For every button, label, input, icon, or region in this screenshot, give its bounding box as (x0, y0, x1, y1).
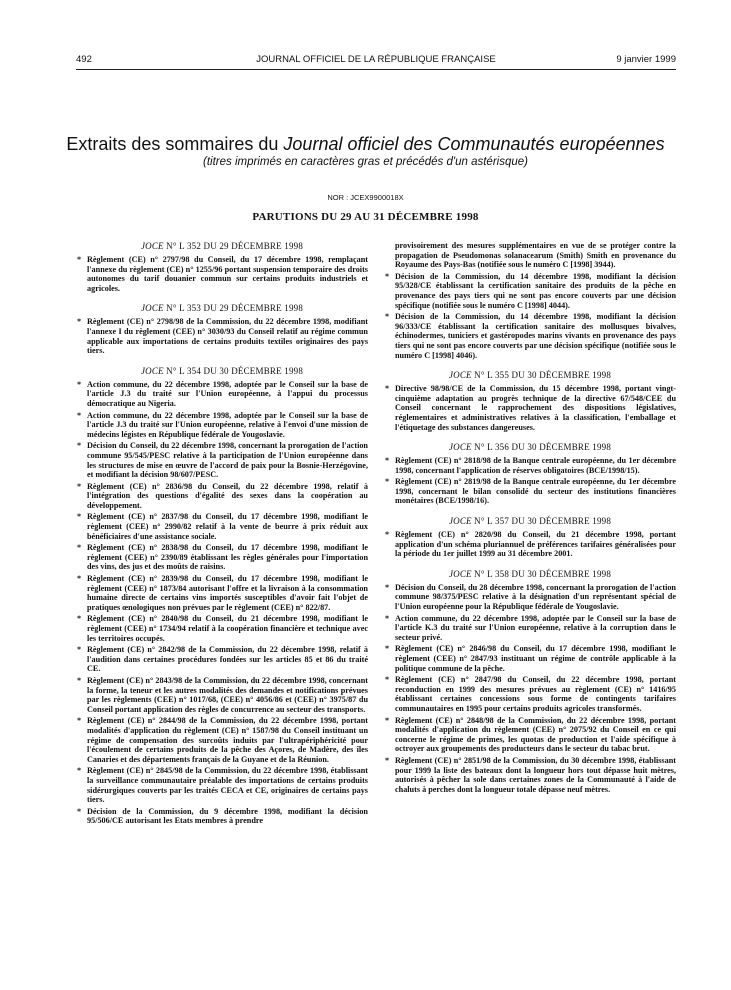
summary-item (384, 614, 676, 643)
section-heading (76, 366, 368, 376)
summary-item (76, 317, 368, 355)
summary-item (76, 574, 368, 612)
summary-item (76, 807, 368, 826)
summary-item (76, 645, 368, 674)
asterisk-bullet: * (77, 675, 82, 685)
summary-item (76, 255, 368, 293)
section-gap (384, 434, 676, 442)
item-text: Décision du Conseil, du 28 décembre 1998, concernant la prorogation de l'action commune 98/375/PESC relative à la désignation d'un représentant spécial de l'Union européenne pour la République fédérale de Yougoslavie. (395, 582, 676, 612)
asterisk-bullet: * (77, 543, 82, 553)
right-column (384, 241, 676, 796)
asterisk-bullet: * (385, 312, 390, 322)
page-subtitle: (titres imprimés en caractères gras et précédés d'un astérisque) (203, 156, 528, 168)
item-text: Règlement (CE) n° 2843/98 de la Commission, du 22 décembre 1998, concernant la forme, la teneur et les autres modalités des demandes et notifications prévues par les règlements (CEE) n° 1017/68, (CEE) n° 4056/86 et (CEE) n° 3975/87 du Conseil portant application des règles de concurrence au secteur des transports. (87, 675, 368, 714)
summary-item (76, 614, 368, 643)
section-label: N° L 358 DU 30 DÉCEMBRE 1998 (471, 568, 612, 579)
continuation-text: provisoirement des mesures supplémentaires en vue de se protéger contre la propagation de Pseudomonas solanacearum (Smith) Smith en provenance du Royaume des Pays-Bas (notifiée sous le numéro C [1998] 3944). (395, 241, 676, 270)
asterisk-bullet: * (77, 614, 82, 624)
item-text: Règlement (CE) n° 2846/98 du Conseil, du 17 décembre 1998, modifiant le règlement (CEE) n° 2847/93 instituant un régime de contrôle applicable à la politique commune de la pêche. (395, 644, 676, 673)
asterisk-bullet: * (77, 766, 82, 776)
asterisk-bullet: * (77, 574, 82, 584)
nor-reference: NOR : JCEX9900018X (327, 193, 404, 202)
asterisk-bullet: * (385, 582, 390, 592)
asterisk-bullet: * (385, 613, 390, 623)
page-title (0, 134, 731, 155)
section-heading (384, 569, 676, 579)
section-heading (384, 442, 676, 452)
item-text: Action commune, du 22 décembre 1998, adoptée par le Conseil sur la base de l'article K.3 du traité sur l'Union européenne, relative à la corruption dans le secteur privé. (395, 613, 676, 642)
item-text: Règlement (CE) n° 2819/98 de la Banque centrale européenne, du 1er décembre 1998, concernant le bilan consolidé du secteur des institutions financières monétaires (BCE/1998/16). (395, 477, 676, 506)
page-number: 492 (76, 54, 92, 65)
item-text: Action commune, du 22 décembre 1998, adoptée par le Conseil sur la base de l'article J.3 du traité sur l'Union européenne, à l'appui du processus démocratique au Nigeria. (87, 379, 368, 408)
summary-item (76, 482, 368, 511)
section-label: N° L 354 DU 30 DÉCEMBRE 1998 (163, 365, 304, 376)
item-text: Règlement (CE) n° 2845/98 de la Commission, du 22 décembre 1998, établissant la surveillance communautaire préalable des importations de certains produits sidérurgiques couverts par les traités CECA et CE, originaires de certains pays tiers. (87, 766, 368, 805)
summary-item (76, 543, 368, 572)
item-text: Règlement (CE) n° 2838/98 du Conseil, du 17 décembre 1998, modifiant le règlement (CEE) n° 2390/89 établissant les règles générales pour l'importation des vins, des jus et des moûts de raisins. (87, 543, 368, 572)
section-gap (384, 561, 676, 569)
section-label: N° L 357 DU 30 DÉCEMBRE 1998 (471, 516, 612, 527)
item-text: Règlement (CE) n° 2848/98 de la Commission, du 22 décembre 1998, portant modalités d'application du règlement (CEE) n° 2075/92 du Conseil en ce qui concerne le régime de primes, les quotas de production et l'aide spécifique à octroyer aux groupements des producteurs dans le secteur du tabac brut. (395, 715, 676, 754)
summary-item (384, 272, 676, 310)
item-text: Règlement (CE) n° 2842/98 de la Commission, du 22 décembre 1998, relatif à l'audition dans certaines procédures fondées sur les articles 85 et 86 du traité CE. (87, 645, 368, 674)
section-gap (384, 508, 676, 516)
summary-item (384, 456, 676, 475)
journal-abbrev: JOCE (448, 442, 472, 453)
header-rule (76, 69, 676, 70)
asterisk-bullet: * (385, 384, 390, 394)
summary-item (384, 312, 676, 360)
asterisk-bullet: * (77, 317, 82, 327)
parutions-heading: PARUTIONS DU 29 AU 31 DÉCEMBRE 1998 (252, 211, 479, 223)
section-heading (384, 370, 676, 380)
asterisk-bullet: * (385, 271, 390, 281)
item-text: Règlement (CE) n° 2837/98 du Conseil, du 17 décembre 1998, modifiant le règlement (CEE) n° 2990/82 relatif à la vente de beurre à prix réduit aux bénéficiaires d'une assistance sociale. (87, 512, 368, 541)
journal-abbrev: JOCE (448, 568, 472, 579)
asterisk-bullet: * (77, 806, 82, 816)
summary-item (384, 675, 676, 713)
item-text: Règlement (CE) n° 2798/98 de la Commission, du 22 décembre 1998, modifiant l'annexe I du règlement (CEE) n° 3030/93 du Conseil relatif au régime commun applicable aux importations de certains produits textiles originaires des pays tiers. (87, 317, 368, 356)
item-text: Règlement (CE) n° 2844/98 de la Commission, du 22 décembre 1998, portant modalités d'application du règlement (CE) n° 1587/98 du Conseil instituant un régime de compensation des surcoûts induits par l'ultrapériphéricité pour l'écoulement de certains produits de la pêche des Açores, de Madère, des îles Canaries et des départements français de la Guyane et de la Réunion. (87, 716, 368, 764)
item-text: Règlement (CE) n° 2847/98 du Conseil, du 22 décembre 1998, portant reconduction en 1999 des mesures prévues au règlement (CE) n° 1416/95 établissant certaines concessions sous forme de contingents tarifaires communautaires en 1995 pour certains produits agricoles transformés. (395, 675, 676, 713)
section-gap (76, 358, 368, 366)
summary-item (76, 441, 368, 479)
item-text: Règlement (CE) n° 2840/98 du Conseil, du 21 décembre 1998, modifiant le règlement (CEE) n° 1734/94 relatif à la coopération financière et technique avec les territoires occupés. (87, 614, 368, 643)
summary-item (384, 384, 676, 432)
summary-item (384, 716, 676, 754)
asterisk-bullet: * (385, 456, 390, 466)
section-gap (384, 362, 676, 370)
asterisk-bullet: * (77, 410, 82, 420)
item-text: Règlement (CE) n° 2820/98 du Conseil, du 21 décembre 1998, portant application d'un schéma pluriannuel de préférences tarifaires généralisées pour la période du 1er juillet 1999 au 31 décembre 2001. (395, 530, 676, 559)
section-heading (76, 303, 368, 313)
asterisk-bullet: * (77, 255, 82, 264)
summary-item (384, 756, 676, 794)
item-text: Règlement (CE) n° 2851/98 de la Commission, du 30 décembre 1998, établissant pour 1999 la liste des bateaux dont la longueur hors tout dépasse huit mètres, autorisés à pêcher la sole dans certaines zones de la Communauté à l'aide de chaluts à perches dont la longueur totale dépasse neuf mètres. (395, 755, 676, 794)
summary-item (76, 411, 368, 440)
journal-abbrev: JOCE (140, 241, 164, 251)
summary-item (76, 380, 368, 409)
section-label: N° L 356 DU 30 DÉCEMBRE 1998 (471, 442, 612, 453)
asterisk-bullet: * (77, 481, 82, 491)
journal-abbrev: JOCE (140, 303, 164, 314)
summary-item (384, 644, 676, 673)
left-column (76, 241, 368, 828)
asterisk-bullet: * (77, 716, 82, 726)
title-italic: Journal officiel des Communautés européennes (283, 134, 665, 154)
page-header (76, 54, 676, 68)
section-heading (384, 516, 676, 526)
summary-item (76, 716, 368, 764)
journal-abbrev: JOCE (448, 370, 472, 381)
section-heading (76, 241, 368, 251)
asterisk-bullet: * (77, 379, 82, 389)
asterisk-bullet: * (385, 755, 390, 765)
asterisk-bullet: * (77, 441, 82, 451)
asterisk-bullet: * (77, 645, 82, 655)
summary-item (76, 512, 368, 541)
item-text: Règlement (CE) n° 2797/98 du Conseil, du 17 décembre 1998, remplaçant l'annexe du règlement (CE) n° 1255/96 portant suspension temporaire des droits autonomes du tarif douanier commun sur certains produits industriels et agricoles. (87, 255, 368, 293)
item-text: Décision de la Commission, du 14 décembre 1998, modifiant la décision 96/333/CE établissant la certification sanitaire des mollusques bivalves, échinodermes, tuniciers et gastéropodes marins vivants en provenance des pays tiers qui ne sont pas encore couverts par une décision spécifique (notifiée sous le numéro C [1998] 4046). (395, 312, 676, 360)
item-text: Action commune, du 22 décembre 1998, adoptée par le Conseil sur la base de l'article J.3 du traité sur l'Union européenne, relative à l'envoi d'une mission de médecins légistes en République fédérale de Yougoslavie. (87, 410, 368, 439)
section-label: N° L 353 DU 29 DÉCEMBRE 1998 (163, 303, 304, 314)
journal-name: JOURNAL OFFICIEL DE LA RÉPUBLIQUE FRANÇAISE (256, 54, 496, 65)
summary-item (76, 676, 368, 714)
summary-item (384, 530, 676, 559)
asterisk-bullet: * (385, 530, 390, 540)
section-label: N° L 352 DU 29 DÉCEMBRE 1998 (163, 241, 304, 251)
journal-abbrev: JOCE (448, 516, 472, 527)
journal-abbrev: JOCE (140, 365, 164, 376)
asterisk-bullet: * (77, 512, 82, 522)
item-text: Règlement (CE) n° 2818/98 de la Banque centrale européenne, du 1er décembre 1998, concernant l'application de réserves obligatoires (BCE/1998/15). (395, 456, 676, 475)
item-text: Directive 98/98/CE de la Commission, du 15 décembre 1998, portant vingt-cinquième adaptation au progrès technique de la directive 67/548/CEE du Conseil concernant le rapprochement des dispositions législatives, réglementaires et administratives relatives à la classification, l'emballage et l'étiquetage des substances dangereuses. (395, 384, 676, 432)
asterisk-bullet: * (385, 675, 390, 685)
item-text: Décision de la Commission, du 14 décembre 1998, modifiant la décision 95/328/CE établissant la certification sanitaire des produits de la pêche en provenance des pays tiers qui ne sont pas encore couverts par une décision spécifique (notifiée sous le numéro C [1998] 4044). (395, 271, 676, 310)
item-text: Règlement (CE) n° 2839/98 du Conseil, du 17 décembre 1998, modifiant le règlement (CEE) n° 1873/84 autorisant l'offre et la livraison à la consommation humaine directe de certains vins importés susceptibles d'avoir fait l'objet de pratiques œnologiques non prévues par le règlement (CEE) n° 822/87. (87, 574, 368, 612)
item-text: Règlement (CE) n° 2836/98 du Conseil, du 22 décembre 1998, relatif à l'intégration des questions d'égalité des sexes dans la coopération au développement. (87, 481, 368, 510)
asterisk-bullet: * (385, 644, 390, 654)
item-text: Décision du Conseil, du 22 décembre 1998, concernant la prorogation de l'action commune 95/545/PESC relative à la participation de l'Union européenne dans les structures de mise en œuvre de l'accord de paix pour la Bosnie-Herzégovine, et modifiant la décision 98/607/PESC. (87, 441, 368, 480)
asterisk-bullet: * (385, 715, 390, 725)
section-label: N° L 355 DU 30 DÉCEMBRE 1998 (471, 370, 612, 381)
section-gap (76, 295, 368, 303)
issue-date: 9 janvier 1999 (616, 54, 676, 65)
item-text: Décision de la Commission, du 9 décembre 1998, modifiant la décision 95/506/CE autorisant les Etats membres à prendre (87, 806, 368, 826)
asterisk-bullet: * (385, 477, 390, 487)
summary-item (384, 583, 676, 612)
title-prefix: Extraits des sommaires du (66, 134, 284, 154)
summary-item (76, 766, 368, 804)
summary-item (384, 477, 676, 506)
